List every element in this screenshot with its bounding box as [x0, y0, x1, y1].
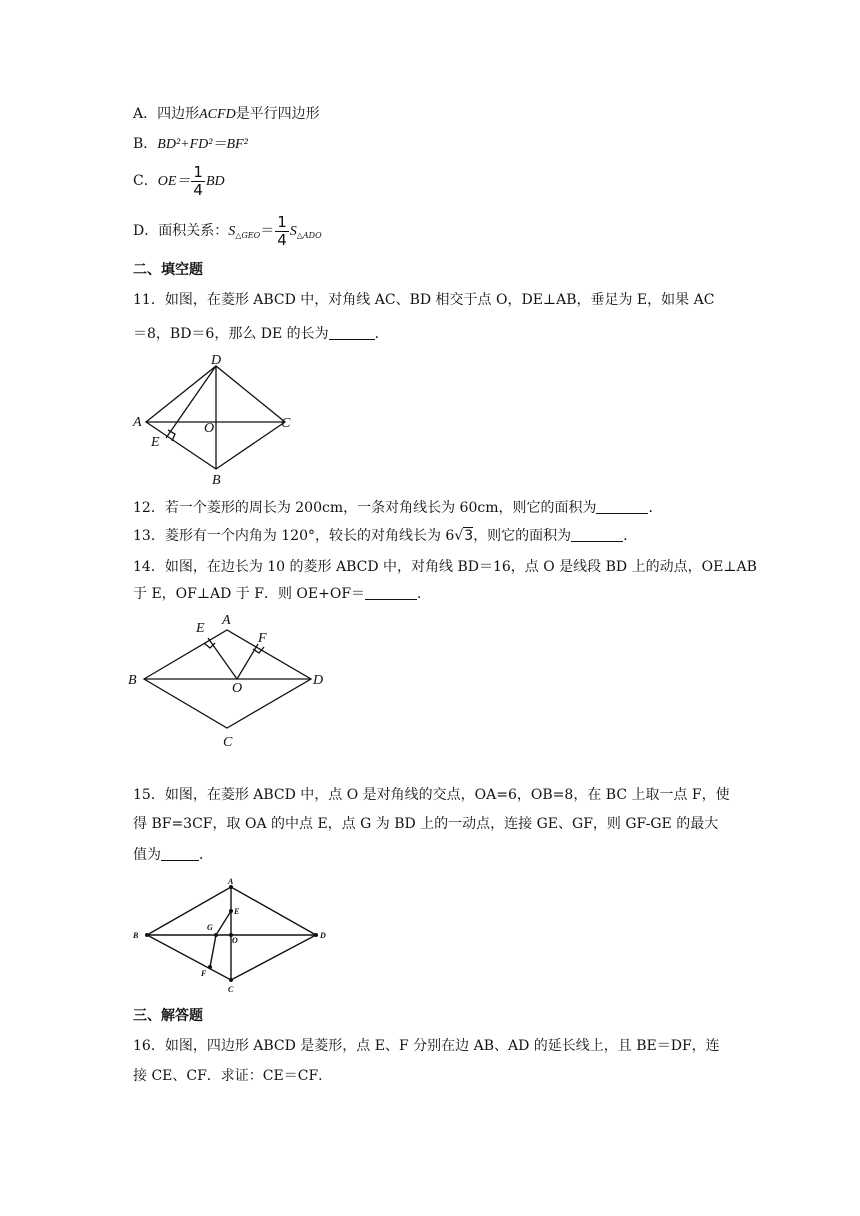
q14-label-C: C [223, 735, 233, 750]
q11-line1: 11．如图，在菱形 ABCD 中，对角线 AC、BD 相交于点 O，DE⊥AB，垂足为 E，如果 AC [133, 292, 715, 308]
q14-line1: 14．如图，在边长为 10 的菱形 ABCD 中，对角线 BD＝16，点 O 是线段 BD 上的动点，OE⊥AB [133, 559, 757, 575]
q11-label-D: D [211, 353, 222, 368]
option-d: D．面积关系：$S_{\triangle GEO}=$ $\frac{1}{4}$ $S_{\triangle ADO}$ [133, 212, 322, 249]
fraction-one-quarter-d: $\frac{1}{4}$ [277, 212, 287, 249]
q11-figure [130, 348, 300, 488]
q15-line3: 值为 ． [133, 847, 213, 863]
q14-label-F: F [258, 631, 267, 646]
q14-label-B: B [128, 673, 137, 688]
q15-line1: 15．如图，在菱形 ABCD 中，点 O 是对角线的交点，OA=6，OB=8，在 BC 上取一点 F，使 [133, 787, 730, 803]
q12-text: 12．若一个菱形的周长为 200cm，一条对角线长为 60cm，则它的面积为 ． [133, 500, 663, 516]
q15-figure [128, 874, 333, 998]
q15-label-C: C [228, 985, 234, 994]
q11-label-A: A [133, 415, 142, 430]
q14-label-D: D [313, 673, 324, 688]
q11-label-E: E [151, 435, 160, 450]
answer-blank [571, 527, 623, 542]
q14-line2: 于 E，OF⊥AD 于 F．则 OE+OF＝ ． [133, 586, 432, 602]
q14-label-A: A [222, 613, 231, 628]
option-b: B．BD²+FD²＝BF² [133, 136, 248, 152]
option-a: A．四边形ACFD是平行四边形 [133, 106, 320, 122]
section-answer-title: 三、解答题 [133, 1008, 203, 1024]
q14-label-O: O [232, 681, 243, 696]
q14-label-E: E [196, 621, 205, 636]
q15-label-D: D [320, 931, 326, 940]
answer-blank [329, 325, 375, 340]
q11-line2: ＝8，BD＝6，那么 DE 的长为 ． [133, 326, 389, 342]
q11-label-B: B [212, 473, 221, 488]
q13-text: 13．菱形有一个内角为 120°，较长的对角线长为 6√3，则它的面积为 ． [133, 528, 638, 544]
q15-label-E: E [234, 907, 240, 916]
q16-line1: 16．如图，四边形 ABCD 是菱形，点 E、F 分别在边 AB、AD 的延长线上，且 BE＝DF，连 [133, 1038, 720, 1054]
q15-label-A: A [228, 877, 234, 886]
answer-blank [596, 499, 648, 514]
option-c: C．OE＝ $\frac{1}{4}$ BD [133, 162, 225, 199]
sqrt-three: √3 [454, 528, 474, 544]
q15-label-G: G [207, 923, 213, 932]
answer-blank [161, 846, 199, 861]
q15-label-F: F [201, 969, 207, 978]
answer-blank [365, 585, 417, 600]
q16-line2: 接 CE、CF．求证：CE＝CF． [133, 1068, 333, 1084]
q15-label-B: B [133, 931, 139, 940]
q11-label-C: C [281, 416, 291, 431]
fraction-one-quarter: $\frac{1}{4}$ [193, 162, 203, 199]
section-fill-in-title: 二、填空题 [133, 262, 203, 278]
q15-line2: 得 BF=3CF，取 OA 的中点 E，点 G 为 BD 上的一动点，连接 GE、GF，则 GF-GE 的最大 [133, 816, 719, 832]
q11-label-O: O [204, 421, 215, 436]
q14-figure [126, 610, 336, 750]
q15-label-O: O [232, 936, 238, 945]
